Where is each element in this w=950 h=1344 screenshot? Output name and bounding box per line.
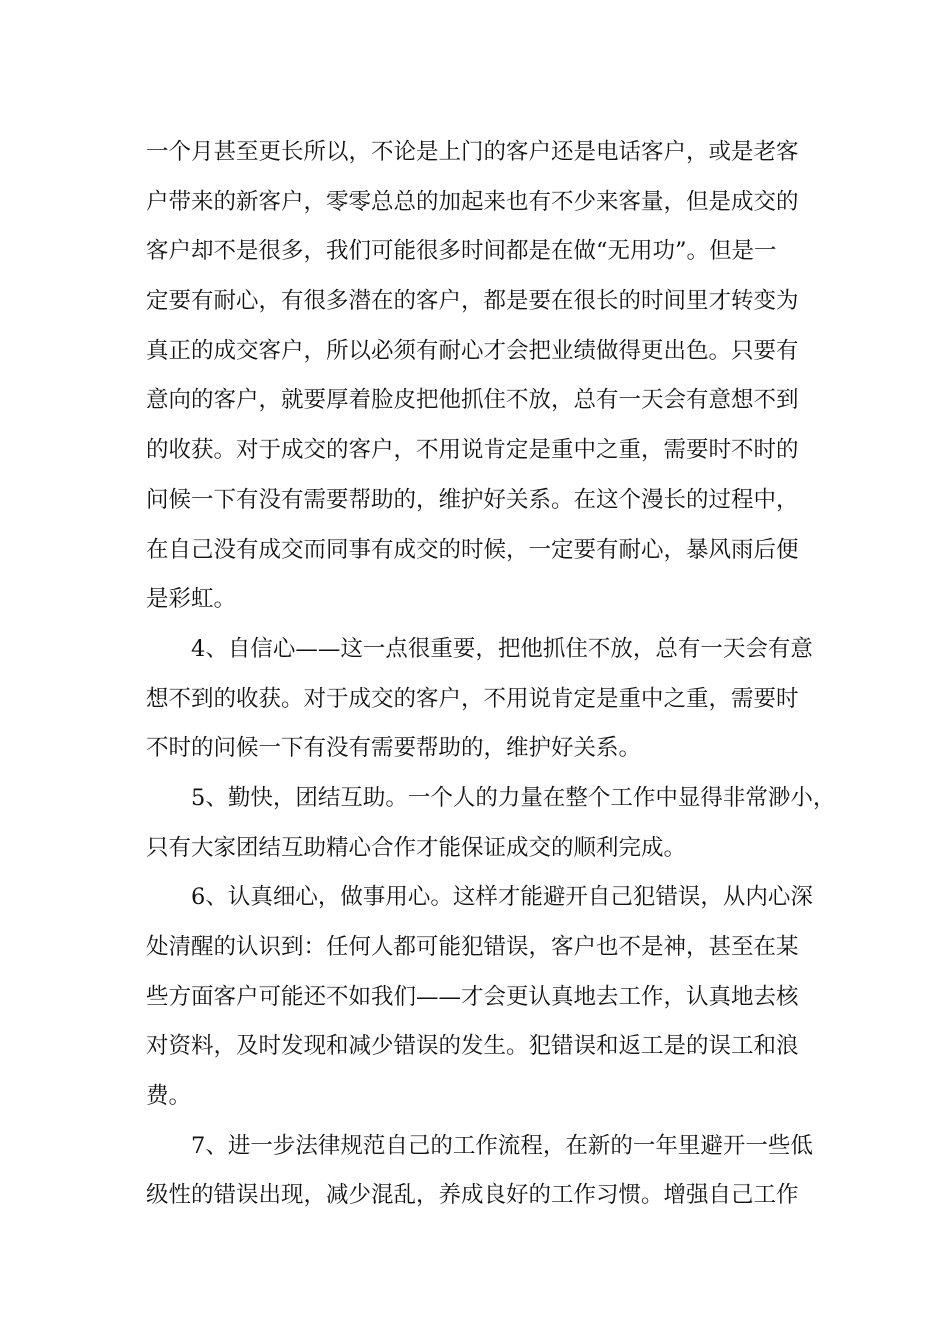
text-line: 些方面客户可能还不如我们——才会更认真地去工作，认真地去核 xyxy=(146,983,799,1010)
text-line: 7、进一步法律规范自己的工作流程，在新的一年里避开一些低 xyxy=(191,1132,813,1159)
body-text xyxy=(146,128,836,1221)
text-line: 真正的成交客户，所以必须有耐心才会把业绩做得更出色。只要有 xyxy=(146,337,799,364)
text-line: 问候一下有没有需要帮助的，维护好关系。在这个漫长的过程中， xyxy=(146,486,799,513)
text-line: 意向的客户，就要厚着脸皮把他抓住不放，总有一天会有意想不到 xyxy=(146,387,799,414)
text-line: 处清醒的认识到：任何人都可能犯错误，客户也不是神，甚至在某 xyxy=(146,934,799,960)
text-line: 只有大家团结互助精心合作才能保证成交的顺利完成。 xyxy=(146,834,687,861)
text-line: 一个月甚至更长所以，不论是上门的客户还是电话客户，或是老客 xyxy=(146,139,799,165)
text-line: 想不到的收获。对于成交的客户，不用说肯定是重中之重，需要时 xyxy=(146,685,799,712)
text-line: 户带来的新客户，零零总总的加起来也有不少来客量，但是成交的 xyxy=(146,188,799,215)
text-line: 定要有耐心，有很多潜在的客户，都是要在很长的时间里才转变为 xyxy=(146,288,799,315)
text-line: 是彩虹。 xyxy=(146,586,237,613)
text-line: 的收获。对于成交的客户，不用说肯定是重中之重，需要时不时的 xyxy=(146,437,799,464)
text-line: 级性的错误出现，减少混乱，养成良好的工作习惯。增强自己工作 xyxy=(146,1182,799,1209)
text-line: 4、自信心——这一点很重要，把他抓住不放，总有一天会有意 xyxy=(191,635,813,662)
text-line: 不时的问候一下有没有需要帮助的，维护好关系。 xyxy=(146,735,642,762)
text-line: 客户却不是很多，我们可能很多时间都是在做“无用功”。但是一 xyxy=(146,238,777,265)
text-line: 对资料，及时发现和减少错误的发生。犯错误和返工是的误工和浪 xyxy=(146,1033,799,1060)
text-line: 6、认真细心，做事用心。这样才能避开自己犯错误，从内心深 xyxy=(191,884,813,911)
text-line: 在自己没有成交而同事有成交的时候，一定要有耐心，暴风雨后便 xyxy=(146,536,799,563)
text-line: 5、勤快，团结互助。一个人的力量在整个工作中显得非常渺小， xyxy=(191,784,836,811)
text-line: 费。 xyxy=(146,1083,192,1110)
